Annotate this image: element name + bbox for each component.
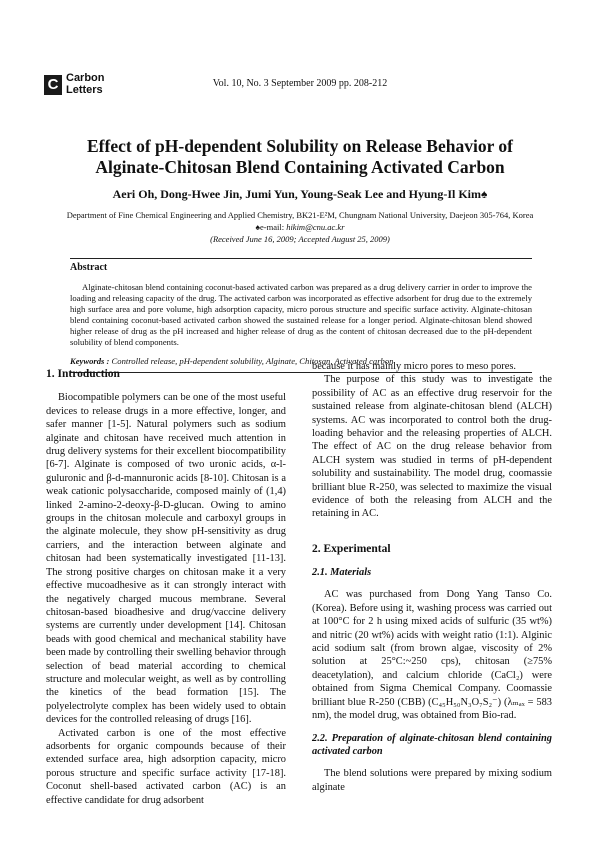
journal-info: Vol. 10, No. 3 September 2009 pp. 208-212	[212, 78, 388, 89]
received-dates: (Received June 16, 2009; Accepted August 25, 2009)	[210, 234, 390, 244]
subsection-heading-preparation: 2.2. Preparation of alginate-chitosan blend containing activated carbon	[312, 733, 552, 758]
intro-paragraph-1: Biocompatible polymers can be one of the most useful devices to release drugs in a more effective, longer, and safer manner [1-5]. Natural polymers such as sodium alginate and chitosan have received much attention in drug delivery systems for their excellent biocompatibility [6-7]. Alginate is composed of two uronic acids, α-l-guluronic and β-d-mannuronic acids [8-10]. Chitosan is a weak cationic polysaccharide, composed mainly of (1,4) linked 2-amino-2-deoxy-β-D-glucan. Owing to amino groups in the chitosan molecule and carboxyl groups in the alginate molecule, they show pH-sensitivity as drug carriers, and the interaction between alginate and chitosan had been systematically investigated [11-13]. The strong positive charges on chitosan make it a very effective mucoadhesive as it can strongly interact with the negatively charged mucous membrane. Several chitosan-based bioadhesive and drug/vaccine delivery systems are currently under development [14]. Chitosan beads with good chemical and mechanical stability have been made by controlling their swelling behavior through selection of bead material according to chemical structure and molecular weight, as well as by controlling the kinetics of the bead formation [15]. The polyelectrolyte complex has been widely used to obtain devices for the controlled releasing of drugs [16].	[46, 392, 286, 726]
logo-line-2: Letters	[66, 84, 103, 96]
email-line	[40, 221, 560, 233]
right-column	[312, 360, 552, 794]
affiliation: Department of Fine Chemical Engineering and Applied Chemistry, BK21-E²M, Chungnam National University, Daejeon 305-764, Korea	[66, 210, 534, 220]
keywords-list: Controlled release, pH-dependent solubility, Alginate, Chitosan, Activated carbon	[109, 356, 394, 366]
subsection-heading-materials: 2.1. Materials	[312, 567, 372, 579]
abstract-box	[70, 258, 532, 373]
abstract-heading: Abstract	[70, 262, 108, 273]
authors: Aeri Oh, Dong-Hwee Jin, Jumi Yun, Young-Seak Lee and Hyung-Il Kim♠	[112, 187, 488, 201]
materials-paragraph: AC was purchased from Dong Yang Tanso Co. (Korea). Before using it, washing process was carried out at 100°C for 2 h using mixed acids of sulfuric (35 wt%) and nitric (20 wt%) acids with weight ratio (1:1). Alginic acid sodium salt (from brown algae, viscosity of 2% solution at 25°C:~250 cps), chitosan (≥75% deacetylation), and calcium chloride (CaCl₂) were obtained from Sigma Chemical Company. Coomassie brilliant blue R-250 (CBB) (C₄₅H₅₀N₃O₇S₂⁻) (λₘₐₓ = 583 nm), the model drug, was obtained from Bio-rad.	[312, 589, 552, 721]
title-line-1: Effect of pH-dependent Solubility on Release Behavior of	[87, 136, 513, 156]
affiliation-block	[40, 209, 560, 245]
keywords-label: Keywords :	[70, 356, 110, 366]
left-column	[46, 360, 286, 807]
preparation-paragraph: The blend solutions were prepared by mixing sodium alginate	[312, 768, 552, 793]
email-label: ♠e-mail:	[255, 222, 287, 232]
intro-paragraph-3: The purpose of this study was to investigate the possibility of AC as an effective drug reservoir for the sustained release from alginate-chitosan blend (ALCH) systems. AC was incorporated to control both the drug-loading behavior and the releasing properties of ALCH. The effect of AC on the drug release behavior from ALCH system was studied in terms of pH-dependent solubility and sustainability. The model drug, coomassie brilliant blue R-250, was selected to maximize the visual evidence of both the releasing from ALCH and the retaining in AC.	[312, 374, 552, 520]
abstract-text: Alginate-chitosan blend containing coconut-based activated carbon was prepared as a drug delivery carrier in order to improve the loading and releasing capacity of the drug. The activated carbon was incorporated as effective adsorbent for drug due to the extremely high surface area and pore volume, high adsorption capacity, micro porous structure and specific surface activity. Alginate-chitosan blend containing coconut-based activated carbon showed the sustained release for a longer period. Alginate-chitosan blend showed higher release of drug as the pH increased and higher release of drug as the content of chitosan decreased due to the pH-dependent solubility of blend components.	[70, 282, 532, 347]
intro-continuation: because it has mainly micro pores to meso pores.	[312, 361, 517, 372]
title-line-2: Alginate-Chitosan Blend Containing Activated Carbon	[95, 157, 505, 177]
section-heading-experimental: 2. Experimental	[312, 542, 391, 555]
section-heading-introduction: 1. Introduction	[46, 368, 120, 380]
intro-paragraph-2: Activated carbon is one of the most effective adsorbents for organic compounds because of their extended surface area, high adsorption capacity, micro porous structure and specific surface activity [17-18]. Coconut shell-based activated carbon (AC) is an effective candidate for drug adsorbent	[46, 727, 286, 806]
paper-title	[60, 136, 540, 178]
logo-mark: C	[44, 75, 62, 95]
email-address: hikim@cnu.ac.kr	[286, 222, 345, 232]
logo-line-1: Carbon	[66, 72, 105, 84]
